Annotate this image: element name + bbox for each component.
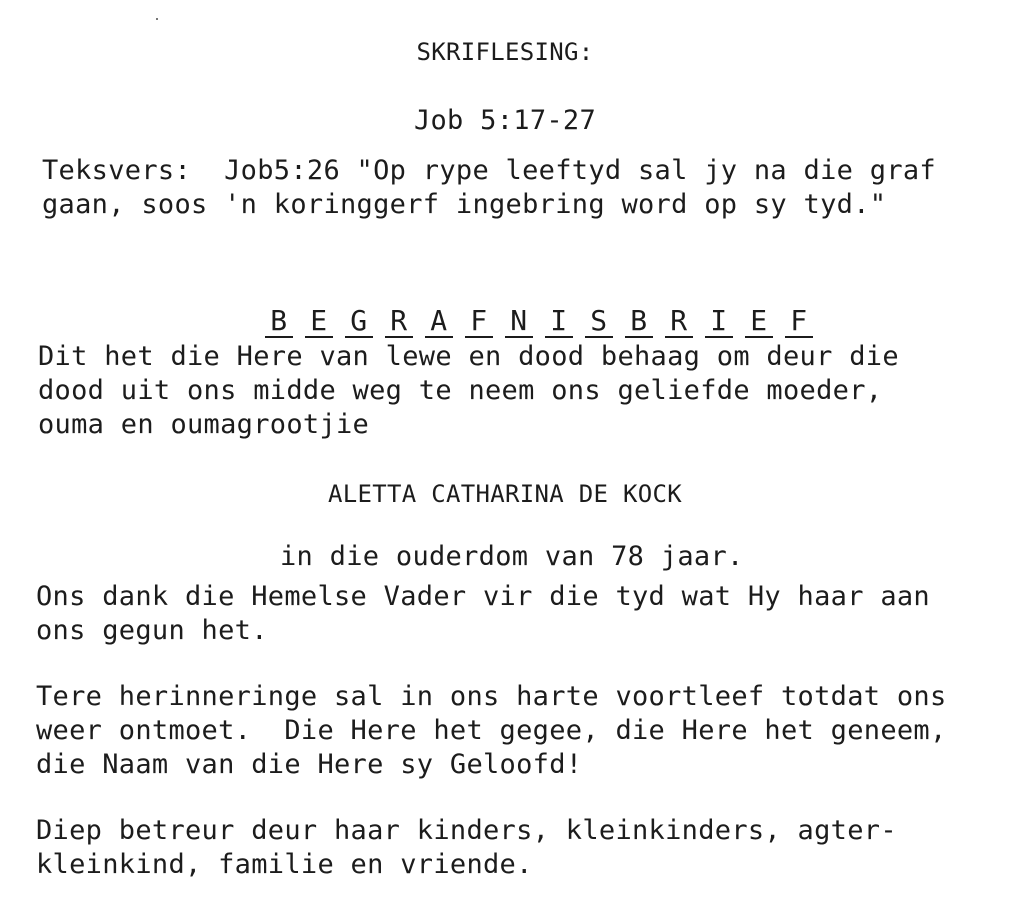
title-letter: E [745,306,773,338]
announcement-line-3: ouma en oumagrootjie [38,409,370,440]
scripture-reading-heading: SKRIFLESING: [416,38,594,66]
scripture-reference: Job 5:17-27 [413,105,597,136]
title-letter: F [465,306,493,338]
memories-line-2: weer ontmoet. Die Here het gegee, die Here het geneem, [36,715,947,746]
mourners-line-1: Diep betreur deur haar kinders, kleinkinders, agter- [36,815,897,846]
memories-line-1: Tere herinneringe sal in ons harte voortleef totdat ons [36,681,947,712]
deceased-name: ALETTA CATHARINA DE KOCK [328,480,682,508]
title-letter: B [265,306,293,338]
title-letter: S [585,306,613,338]
title-letter: N [505,306,533,338]
thanks-line-1: Ons dank die Hemelse Vader vir die tyd wat Hy haar aan [36,581,930,612]
title-letter: F [785,306,813,338]
paper-speck [156,18,158,20]
title-letter: R [385,306,413,338]
thanks-line-2: ons gegun het. [36,615,268,646]
title-letter: I [705,306,733,338]
title-letter: B [625,306,653,338]
title-letter: G [345,306,373,338]
announcement-line-1: Dit het die Here van lewe en dood behaag om deur die [38,341,899,372]
age-line: in die ouderdom van 78 jaar. [280,541,744,572]
title-letter: I [545,306,573,338]
title-letter: E [305,306,333,338]
mourners-line-2: kleinkind, familie en vriende. [36,849,533,880]
memories-line-3: die Naam van die Here sy Geloofd! [36,749,583,780]
announcement-line-2: dood uit ons midde weg te neem ons geliefde moeder, [38,375,883,406]
title-letter: A [425,306,453,338]
title-letter: R [665,306,693,338]
text-verse-line-1: Teksvers: Job5:26 "Op rype leeftyd sal jy na die graf [42,155,936,186]
text-verse-line-2: gaan, soos 'n koringgerf ingebring word op sy tyd." [42,189,887,220]
